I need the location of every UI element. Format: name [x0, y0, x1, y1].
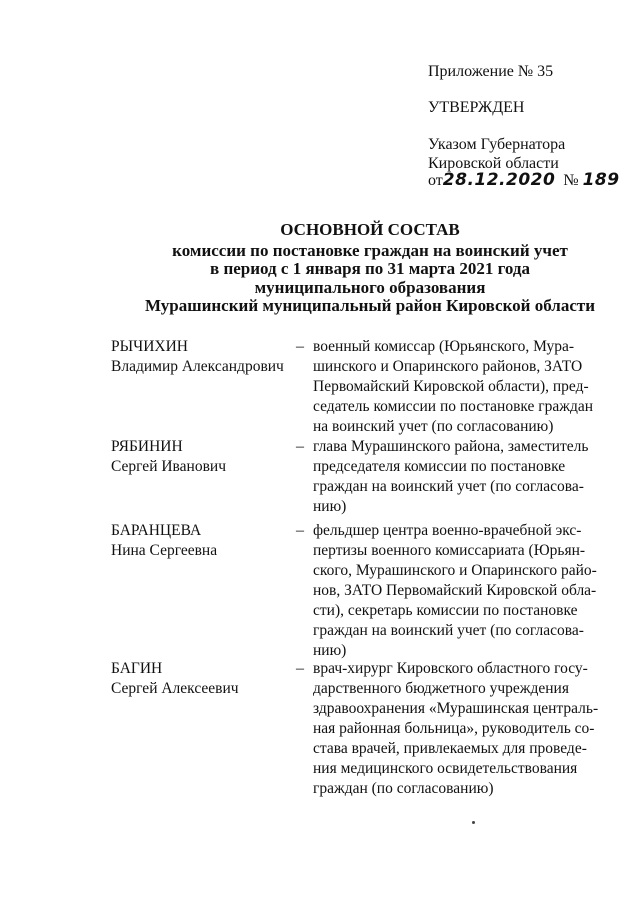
member-surname: БАРАНЦЕВА	[111, 522, 202, 539]
handwritten-number: 189	[582, 170, 620, 190]
member-surname: РЯБИНИН	[111, 438, 183, 455]
role-line: нов, ЗАТО Первомайский Кировской обла-	[313, 582, 597, 599]
member-given-name: Владимир Александрович	[111, 358, 284, 375]
role-line: ского, Мурашинского и Опаринского райо-	[313, 562, 597, 579]
role-line: нию)	[313, 642, 347, 659]
role-line: шинского и Опаринского районов, ЗАТО	[313, 358, 583, 375]
role-line: на воинский учет (по согласованию)	[313, 418, 554, 435]
member-role	[313, 437, 600, 517]
role-line: ния медицинского освидетельствования	[313, 760, 578, 777]
role-line: седатель комиссии по постановке граждан	[313, 398, 594, 415]
role-line: фельдшер центра военно-врачебной экс-	[313, 522, 582, 539]
role-line: граждан на воинский учет (по согласова-	[313, 478, 584, 495]
role-line: дарственного бюджетного учреждения	[313, 680, 569, 697]
scan-speck	[472, 821, 475, 824]
number-prefix: №	[563, 172, 579, 189]
member-surname: РЫЧИХИН	[111, 338, 188, 355]
date-prefix: от	[428, 172, 443, 189]
member-name	[111, 659, 286, 699]
dash-separator: –	[296, 438, 304, 455]
role-line: нию)	[313, 498, 347, 515]
role-line: граждан (по согласованию)	[313, 780, 494, 797]
role-line: председателя комиссии по постановке	[313, 458, 566, 475]
appendix-number: Приложение № 35	[428, 63, 554, 80]
member-role	[313, 337, 600, 437]
title-main: ОСНОВНОЙ СОСТАВ	[280, 220, 460, 239]
role-line: ная районная больница», руководитель со-	[313, 720, 595, 737]
title-line-3: муниципального образования	[254, 277, 486, 297]
role-line: военный комиссар (Юрьянского, Мура-	[313, 338, 575, 355]
role-line: пертизы военного комиссариата (Юрьян-	[313, 542, 586, 559]
member-name	[111, 521, 286, 561]
role-line: граждан на воинский учет (по согласова-	[313, 622, 584, 639]
decree-date-line	[428, 170, 620, 190]
decree-reference	[428, 135, 565, 173]
role-line: става врачей, привлекаемых для проведе-	[313, 740, 587, 757]
title-line-1: комиссии по постановке граждан на воинский учет	[172, 240, 568, 260]
member-name	[111, 337, 286, 377]
member-surname: БАГИН	[111, 660, 163, 677]
decree-line-2: Кировской области	[428, 155, 559, 172]
member-given-name: Сергей Алексеевич	[111, 680, 239, 697]
dash-separator: –	[296, 660, 304, 677]
dash-separator: –	[296, 338, 304, 355]
decree-line-1: Указом Губернатора	[428, 136, 566, 153]
role-line: Первомайский Кировской области), пред-	[313, 378, 589, 395]
title-line-2: в период с 1 января по 31 марта 2021 года	[210, 259, 530, 278]
title-line-4: Мурашинский муниципальный район Кировской области	[144, 296, 596, 315]
member-role	[313, 521, 600, 661]
member-name	[111, 437, 286, 477]
member-role	[313, 659, 600, 799]
approved-label: УТВЕРЖДЕН	[428, 99, 525, 116]
handwritten-date: 28.12.2020	[442, 170, 556, 190]
document-title	[80, 221, 640, 316]
member-given-name: Сергей Иванович	[111, 458, 227, 475]
role-line: врач-хирург Кировского областного госу-	[313, 660, 588, 677]
role-line: глава Мурашинского района, заместитель	[313, 438, 589, 455]
role-line: сти), секретарь комиссии по постановке	[313, 602, 578, 619]
member-given-name: Нина Сергеевна	[111, 542, 218, 559]
role-line: здравоохранения «Мурашинская централь-	[313, 700, 599, 717]
dash-separator: –	[296, 522, 304, 539]
